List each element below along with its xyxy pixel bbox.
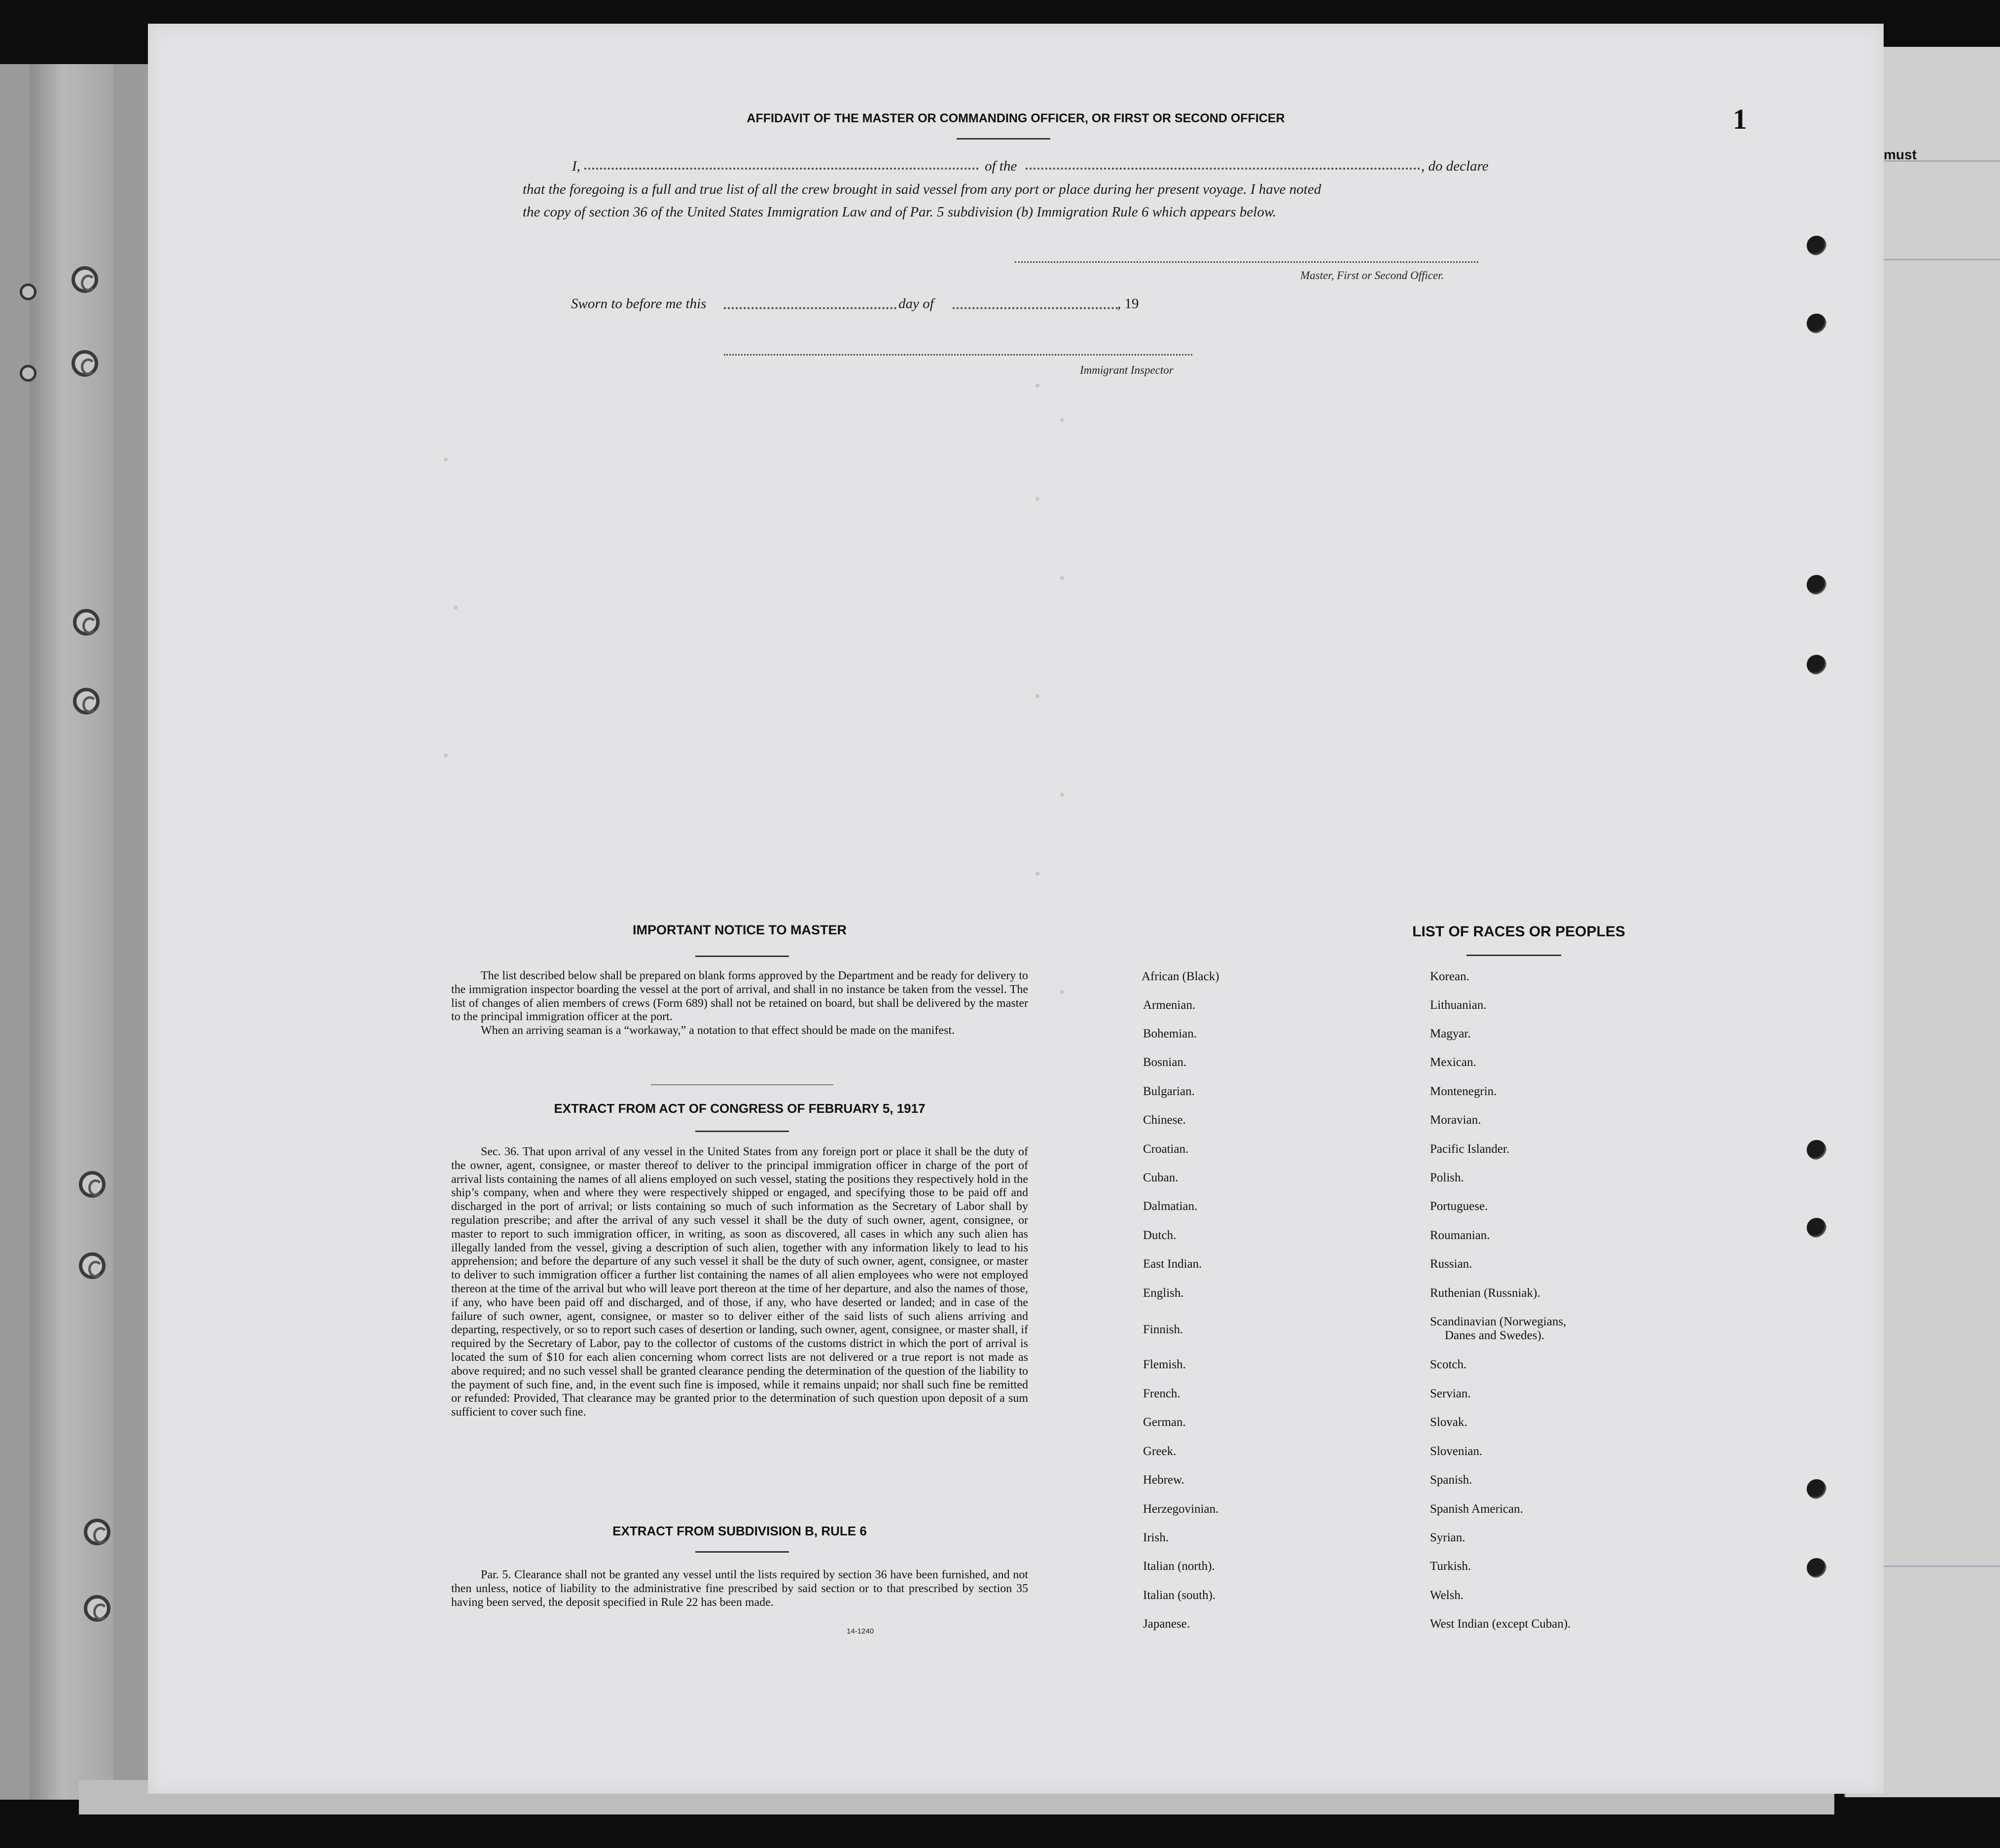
sworn-month-field[interactable]	[953, 307, 1118, 309]
binding-ring	[71, 350, 98, 377]
race-item: Scandinavian (Norwegians,	[1430, 1315, 1567, 1328]
race-item: Flemish.	[1143, 1358, 1186, 1371]
bleed-through-dot	[444, 458, 448, 462]
race-item: Ruthenian (Russniak).	[1430, 1286, 1540, 1300]
race-item: Hebrew.	[1143, 1473, 1184, 1487]
race-item: French.	[1143, 1387, 1180, 1400]
punch-hole	[1807, 1218, 1826, 1238]
race-item: Magyar.	[1430, 1027, 1471, 1040]
race-item: Pacific Islander.	[1430, 1142, 1510, 1156]
heading-rule	[1466, 955, 1561, 956]
sheet-number: 1	[1733, 103, 1747, 135]
declare-suffix: , do declare	[1421, 158, 1489, 174]
binding-ring	[73, 688, 100, 714]
binding-notch	[20, 365, 36, 382]
race-item: Montenegrin.	[1430, 1085, 1497, 1098]
section-rule	[651, 1084, 833, 1085]
rule-paragraph-5: Par. 5. Clearance shall not be granted any vessel until the lists required by section 36 have been furnished, and not then unless, notice of liability to the administrative fine prescribed by said section or to that prescribed by section 35 having been served, the deposit specified in Rule 22 has been made.	[451, 1568, 1028, 1609]
race-item: Slovak.	[1430, 1416, 1467, 1429]
heading-rule	[957, 138, 1050, 140]
race-item: West Indian (except Cuban).	[1430, 1617, 1571, 1631]
race-item: Chinese.	[1143, 1113, 1186, 1127]
bleed-through-dot	[1060, 576, 1064, 580]
binding-ring	[84, 1519, 110, 1545]
inspector-label: Immigrant Inspector	[1080, 364, 1174, 376]
declarant-prefix: I,	[572, 158, 580, 174]
race-item: African (Black)	[1142, 970, 1219, 983]
binding-ring	[79, 1252, 106, 1279]
document-page	[148, 24, 1917, 1794]
race-item: English.	[1143, 1286, 1184, 1300]
inspector-signature-field[interactable]	[724, 354, 1192, 355]
form-number: 14-1240	[847, 1627, 874, 1635]
sworn-year-label: , 19	[1117, 296, 1139, 312]
race-item: Bohemian.	[1143, 1027, 1197, 1040]
race-item: East Indian.	[1143, 1257, 1202, 1271]
bleed-through-dot	[444, 753, 448, 757]
binding-notch	[20, 284, 36, 300]
bleed-through-dot	[1060, 418, 1064, 422]
race-item: Slovenian.	[1430, 1445, 1483, 1458]
affidavit-text-line: the copy of section 36 of the United States Immigration Law and of Par. 5 subdivision (b) Immigration Rule 6 which appears below.	[523, 204, 1277, 220]
binding-ring	[79, 1171, 106, 1198]
race-item: Dalmatian.	[1143, 1200, 1198, 1213]
race-item: Korean.	[1430, 970, 1469, 983]
notice-heading: IMPORTANT NOTICE TO MASTER	[633, 923, 847, 937]
race-item: Scotch.	[1430, 1358, 1467, 1371]
day-of-label: day of	[898, 296, 934, 312]
race-item: Lithuanian.	[1430, 998, 1487, 1012]
heading-rule	[695, 956, 789, 957]
punch-hole	[1807, 1558, 1826, 1578]
heading-rule	[695, 1131, 789, 1132]
bleed-through-dot	[454, 605, 458, 609]
rule-extract-body	[451, 1568, 1028, 1609]
race-item: Moravian.	[1430, 1113, 1481, 1127]
affidavit-heading: AFFIDAVIT OF THE MASTER OR COMMANDING OFFICER, OR FIRST OR SECOND OFFICER	[747, 111, 1285, 125]
race-item: Mexican.	[1430, 1056, 1476, 1069]
binding-ring	[84, 1595, 110, 1622]
punch-hole	[1807, 575, 1826, 595]
race-item: Italian (north).	[1143, 1560, 1215, 1573]
race-item: Japanese.	[1143, 1617, 1190, 1631]
race-item: Dutch.	[1143, 1229, 1177, 1242]
bleed-through-dot	[1060, 793, 1064, 797]
affidavit-text-line: that the foregoing is a full and true list of all the crew brought in said vessel from any port or place during her present voyage. I have noted	[523, 181, 1321, 197]
race-item: Greek.	[1143, 1445, 1177, 1458]
races-heading: LIST OF RACES OR PEOPLES	[1412, 924, 1625, 940]
race-item: Servian.	[1430, 1387, 1471, 1400]
bleed-through-dot	[1036, 384, 1039, 388]
punch-hole	[1807, 314, 1826, 333]
vessel-prefix: of the	[985, 158, 1017, 174]
race-item: Bosnian.	[1143, 1056, 1187, 1069]
race-item: Italian (south).	[1143, 1589, 1216, 1602]
vessel-name-field[interactable]	[1026, 168, 1420, 170]
race-item: Croatian.	[1143, 1142, 1189, 1156]
declarant-name-field[interactable]	[584, 168, 979, 170]
punch-hole	[1807, 1140, 1826, 1160]
sworn-day-field[interactable]	[724, 307, 896, 309]
binding-ring	[71, 266, 98, 293]
race-item: Armenian.	[1143, 998, 1196, 1012]
rule-extract-heading: EXTRACT FROM SUBDIVISION B, RULE 6	[612, 1524, 867, 1538]
notice-paragraph: When an arriving seaman is a “workaway,” a notation to that effect should be made on the manifest.	[481, 1024, 955, 1037]
race-item: Welsh.	[1430, 1589, 1464, 1602]
master-signature-label: Master, First or Second Officer.	[1300, 269, 1444, 282]
bleed-through-dot	[1036, 694, 1039, 698]
bleed-through-dot	[1060, 990, 1064, 994]
margin-word: must	[1884, 147, 1917, 162]
race-item: Bulgarian.	[1143, 1085, 1195, 1098]
race-item: Portuguese.	[1430, 1200, 1488, 1213]
master-signature-field[interactable]	[1015, 261, 1478, 263]
punch-hole	[1807, 236, 1826, 255]
bleed-through-dot	[1036, 872, 1039, 876]
race-item: German.	[1143, 1416, 1186, 1429]
punch-hole	[1807, 1479, 1826, 1499]
race-item: Irish.	[1143, 1531, 1169, 1544]
notice-body	[451, 969, 1028, 1038]
race-item: Polish.	[1430, 1171, 1464, 1184]
race-item: Russian.	[1430, 1257, 1472, 1271]
race-item: Syrian.	[1430, 1531, 1465, 1544]
race-item: Turkish.	[1430, 1560, 1471, 1573]
race-item: Finnish.	[1143, 1323, 1183, 1336]
race-item: Spanish.	[1430, 1473, 1472, 1487]
race-item: Roumanian.	[1430, 1229, 1490, 1242]
act-extract-body	[451, 1145, 1028, 1420]
race-item: Herzegovinian.	[1143, 1502, 1219, 1516]
underlying-sheet-left	[0, 64, 163, 1800]
punch-hole	[1807, 655, 1826, 675]
sworn-label: Sworn to before me this	[571, 296, 707, 312]
bleed-through-dot	[1036, 497, 1039, 501]
notice-paragraph: The list described below shall be prepared on blank forms approved by the Department and be ready for delivery to the immigration inspector boarding the vessel at the port of arrival, and shall in no instance be taken from the vessel. The list of changes of alien members of crews (Form 689) shall not be retained on board, but shall be delivered by the master to the principal immigration officer at the port.	[451, 969, 1028, 1024]
heading-rule	[695, 1551, 789, 1553]
race-item: Spanish American.	[1430, 1502, 1523, 1516]
race-item: Danes and Swedes).	[1445, 1329, 1545, 1342]
binding-ring	[73, 609, 100, 636]
act-extract-heading: EXTRACT FROM ACT OF CONGRESS OF FEBRUARY 5, 1917	[554, 1101, 926, 1116]
race-item: Cuban.	[1143, 1171, 1179, 1184]
act-section-36: Sec. 36. That upon arrival of any vessel in the United States from any foreign port or place it shall be the duty of the owner, agent, consignee, or master thereof to deliver to the principal immigration officer in charge of the port of arrival lists containing the names of all aliens employed on such vessel, stating the positions they respectively hold in the ship’s company, when and where they were respectively shipped or engaged, and specifying those to be paid off and discharged in the port of arrival; or lists containing so much of such information as the Secretary of Labor shall by regulation prescribe; and after the arrival of any such vessel it shall be the duty of such owner, agent, consignee, or master to report to such immigration officer, in writing, as soon as discovered, all cases in which any such alien has illegally landed from the vessel, giving a description of such alien, together with any information likely to lead to his apprehension; and before the departure of any such vessel it shall be the duty of such owner, agent, consignee, or master to deliver to such immigration officer a further list containing the names of all alien employees who were not employed thereon at the time of the arrival but who will leave port thereon at the time of her departure, and also the names of those, if any, who have been paid off and discharged, and of those, if any, who have deserted or landed; and in case of the failure of such owner, agent, consignee, or master so to deliver either of the said lists of such aliens arriving and departing, respectively, or so to report such cases of desertion or landing, such owner, agent, consignee, or master shall, if required by the Secretary of Labor, pay to the collector of customs of the customs district in which the port of arrival is located the sum of $10 for each alien concerning whom correct lists are not delivered or a true report is not made as above required; and no such vessel shall be granted clearance pending the determination of the question of the liability to the payment of such fine, and, in the event such fine is imposed, while it remains unpaid; nor shall such fine be remitted or refunded: Provided, That clearance may be granted prior to the determination of such question upon deposit of a sum sufficient to cover such fine.	[451, 1145, 1028, 1419]
